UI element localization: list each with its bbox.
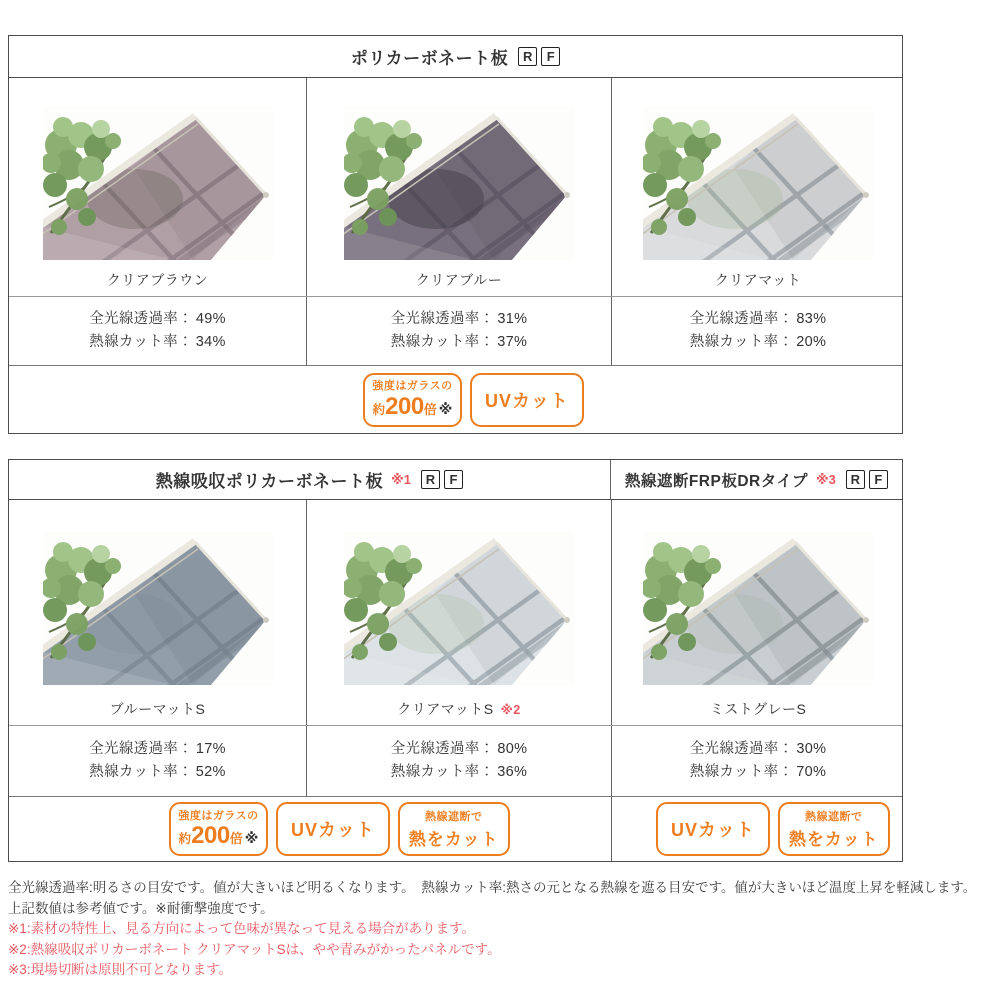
note-ref-2: ※2 (500, 702, 521, 717)
stat-label: 熱線カット率： (689, 764, 794, 780)
table2-stats-row (9, 725, 902, 797)
light-transmittance (690, 738, 827, 761)
heat-badge-line1: 熱線遮断で (425, 811, 483, 823)
stat-value: 31% (497, 310, 528, 327)
table2-label-row (9, 693, 902, 725)
light-transmittance (89, 308, 226, 331)
table2-badge-row (9, 797, 902, 861)
stat-value: 83% (796, 310, 827, 327)
table1-photo-row (9, 78, 902, 263)
photo-cell-clear-brown (9, 78, 306, 263)
badge-strip (9, 373, 584, 427)
strength-badge-line2 (372, 392, 453, 420)
light-transmittance (89, 738, 226, 761)
stat-value: 20% (796, 334, 827, 350)
footnotes (8, 878, 993, 981)
panel-name-text: ブルーマットS (109, 701, 206, 717)
stat-label: 全光線透過率： (89, 740, 193, 757)
heat-badge-line1: 熱線遮断で (805, 811, 863, 823)
note-ref-1: ※1 (391, 471, 411, 487)
roof-photo-clear-matte (643, 107, 873, 260)
table1-title: ポリカーボネート板 (350, 49, 509, 68)
panel-name-text: クリアブルー (415, 271, 503, 288)
light-transmittance (391, 308, 528, 331)
heat-absorbing-header-cell (9, 460, 610, 499)
strength-value: 200 (385, 392, 424, 420)
uv-cut-badge (276, 802, 390, 856)
uv-cut-label: UVカット (291, 820, 375, 840)
frp-dr-header-cell (610, 460, 902, 499)
strength-value: 200 (191, 822, 230, 850)
roof-photo-blue-matte-s (43, 532, 273, 685)
strength-badge-line1: 強度はガラスの (372, 380, 453, 393)
uv-cut-label: UVカット (485, 390, 569, 411)
uv-cut-label: UVカット (671, 820, 755, 840)
stat-label: 熱線カット率： (390, 334, 495, 350)
stat-value: 17% (195, 740, 226, 757)
table2-right-title: 熱線遮断FRP板DRタイプ (624, 472, 808, 490)
table-gap (8, 434, 1000, 459)
panel-name (9, 693, 306, 725)
footnote-definitions: 全光線透過率:明るさの目安です。値が大きいほど明るくなります。 熱線カット率:熱さの元となる熱線を遮る目安です。値が大きいほど温度上昇を軽減します。 (8, 880, 977, 895)
panel-name-text: クリアマットS (397, 701, 494, 717)
heat-cut-rate (690, 331, 826, 354)
stat-label: 全光線透過率： (689, 740, 794, 757)
f-badge: F (444, 470, 463, 489)
roof-photo-mist-grey-s (643, 532, 873, 685)
table1-label-row (9, 263, 902, 296)
strength-prefix: 約 (372, 402, 386, 417)
stat-value: 37% (497, 334, 528, 350)
heat-cut-rate (89, 331, 225, 354)
light-transmittance (391, 738, 528, 761)
stat-label: 熱線カット率： (390, 764, 495, 780)
table1-badge-row (9, 366, 902, 433)
badge-strip (612, 802, 890, 856)
f-badge: F (869, 470, 888, 489)
stat-label: 全光線透過率： (89, 310, 193, 327)
panel-name (306, 263, 611, 296)
roof-photo-clear-brown (43, 107, 273, 260)
stat-label: 全光線透過率： (390, 740, 495, 757)
r-badge: R (846, 470, 865, 489)
table1-header (9, 36, 902, 78)
badge-cell-right (611, 797, 904, 861)
stat-label: 熱線カット率： (89, 334, 193, 350)
stat-label: 熱線カット率： (689, 334, 794, 350)
badge-cell (9, 366, 902, 433)
heat-block-badge (398, 802, 510, 856)
photo-cell-clear-matte (611, 78, 904, 263)
strength-200x-badge (169, 802, 268, 856)
panel-name (611, 263, 904, 296)
footnote-1: ※1:素材の特性上、見る方向によって色味が異なって見える場合があります。 (8, 921, 475, 936)
photo-cell-clear-blue (306, 78, 611, 263)
strength-suffix: 倍 (423, 401, 437, 417)
strength-200x-badge (363, 373, 462, 427)
panel-name-text: クリアマット (714, 271, 802, 288)
panel-stats (306, 726, 611, 796)
table2-left-title: 熱線吸収ポリカーボネート板 (155, 472, 384, 491)
r-badge: R (518, 47, 537, 66)
note-ref-3: ※3 (815, 471, 836, 487)
heat-cut-rate (391, 331, 527, 354)
badge-cell-left (9, 797, 611, 861)
asterisk-mark: ※ (438, 400, 453, 417)
stat-label: 全光線透過率： (390, 310, 495, 327)
stat-label: 全光線透過率： (689, 310, 794, 327)
strength-badge-line1: 強度はガラスの (178, 809, 259, 822)
heat-badge-line2: 熱をカット (788, 830, 879, 849)
panel-name (9, 263, 306, 296)
strength-suffix: 倍 (229, 831, 243, 847)
stat-value: 34% (195, 334, 226, 350)
table2-photo-row (9, 500, 902, 693)
panel-name-text: クリアブラウン (106, 271, 209, 288)
roof-photo-clear-blue (344, 107, 574, 260)
footnote-2: ※2:熱線吸収ポリカーボネート クリアマットSは、やや青みがかったパネルです。 (8, 941, 501, 957)
panel-stats (9, 297, 306, 365)
panel-name (306, 693, 611, 725)
heat-badge-line2: 熱をカット (408, 830, 499, 849)
badge-strip (9, 802, 510, 856)
polycarbonate-table (8, 35, 903, 434)
footnote-reference-values: 上記数値は参考値です。※耐衝撃強度です。 (8, 900, 274, 916)
rf-badges (421, 470, 463, 489)
strength-badge-line2 (179, 824, 259, 848)
photo-cell-blue-matte-s (9, 500, 306, 693)
table2-header (9, 460, 902, 500)
footnote-3: ※3:現場切断は原則不可となります。 (8, 962, 232, 977)
heat-block-badge (778, 802, 890, 856)
uv-cut-badge (470, 373, 584, 427)
stat-value: 52% (195, 764, 226, 780)
light-transmittance (690, 308, 827, 331)
stat-value: 70% (796, 764, 827, 780)
stat-value: 80% (497, 740, 528, 757)
heat-absorbing-table (8, 459, 903, 862)
roof-photo-clear-matte-s (344, 532, 574, 685)
stat-label: 熱線カット率： (89, 764, 193, 780)
panel-name-text: ミストグレーS (709, 701, 807, 717)
heat-cut-rate (89, 761, 225, 784)
rf-badges (846, 470, 888, 489)
panel-stats (611, 726, 904, 796)
panel-stats (9, 726, 306, 796)
stat-value: 30% (796, 740, 827, 757)
table1-stats-row (9, 296, 902, 366)
strength-prefix: 約 (178, 832, 192, 847)
panel-name (611, 693, 904, 725)
rf-badges (518, 47, 560, 66)
panel-stats (306, 297, 611, 365)
table1-header-cell (9, 36, 902, 77)
r-badge: R (421, 470, 440, 489)
stat-value: 49% (195, 310, 226, 327)
photo-cell-clear-matte-s (306, 500, 611, 693)
panel-stats (611, 297, 904, 365)
uv-cut-badge (656, 802, 770, 856)
asterisk-mark: ※ (244, 830, 259, 847)
heat-cut-rate (391, 761, 527, 784)
f-badge: F (541, 47, 560, 66)
heat-cut-rate (690, 761, 826, 784)
photo-cell-mist-grey-s (611, 500, 904, 693)
stat-value: 36% (497, 764, 528, 780)
